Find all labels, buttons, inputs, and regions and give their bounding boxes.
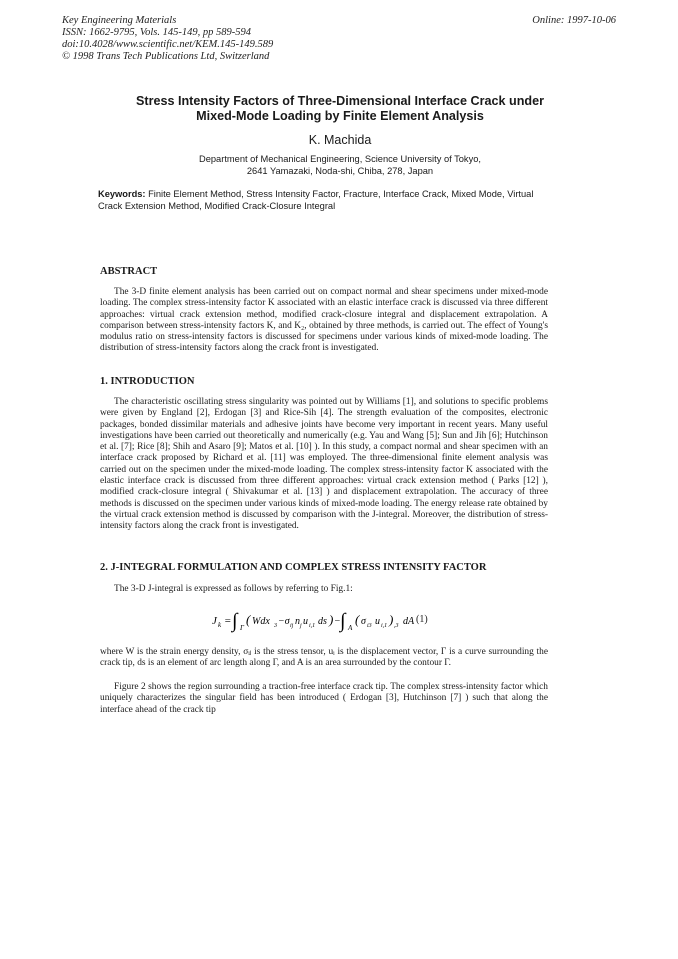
svg-text:∫: ∫ [340,610,346,632]
svg-text:(: ( [355,612,360,627]
intro-paragraph [100,397,548,533]
figure2-paragraph [100,682,548,716]
abstract-paragraph [100,287,548,355]
svg-text:(: ( [246,612,251,627]
author-name: K. Machida [308,133,372,147]
svg-text:J: J [212,615,217,627]
doi-line: doi:10.4028/www.scientific.net/KEM.145-149.589 [62,39,274,50]
after-equation-text: where W is the strain energy density, σᵢⱼ is the stress tensor, uᵢ is the displacement vector, Γ is a curve surrounding the crack tip, ds is an element of arc length along Γ, and A is an area surrounded by the contour Γ. [100,647,548,669]
svg-text:A: A [348,624,353,632]
title-line-2: Mixed-Mode Loading by Finite Element Analysis [196,109,484,123]
title-line-1: Stress Intensity Factors of Three-Dimensional Interface Crack under [135,94,545,108]
equation-number: (1) [416,614,428,625]
svg-text:Γ: Γ [240,624,244,632]
svg-text:ij: ij [290,623,294,629]
journal-header [62,15,622,63]
section2-intro-text: The 3-D J-integral is expressed as follows by referring to Fig.1: [114,584,353,594]
affiliation [62,153,618,177]
svg-text:ds: ds [318,616,327,627]
svg-text:i3: i3 [367,623,372,629]
issn-line: ISSN: 1662-9795, Vols. 145-149, pp 589-594 [62,27,251,38]
svg-text:dA: dA [403,616,415,627]
svg-text:n: n [295,616,300,627]
svg-text:i,1: i,1 [381,623,388,629]
after-equation-paragraph [100,647,548,670]
paper-title [62,94,618,124]
svg-text:−: − [334,616,341,627]
figure2-text: Figure 2 shows the region surrounding a traction-free interface crack tip. The complex stress-intensity factor which uniquely characterizes the singular field has been introduced ( Erdogan [3], Hutchinson [7] ) such that along the interface ahead of the crack tip [100,682,548,715]
svg-text:): ) [329,612,334,627]
svg-text:i,1: i,1 [309,623,316,629]
section2-heading: 2. J-INTEGRAL FORMULATION AND COMPLEX STRESS INTENSITY FACTOR [100,562,487,573]
svg-text:k: k [218,621,222,629]
svg-text:u: u [375,616,380,627]
keywords-text: Finite Element Method, Stress Intensity Factor, Fracture, Interface Crack, Mixed Mode, Virtual Crack Extension Method, Modified Crack-Closure Integral [98,189,534,211]
abstract-text: The 3-D finite element analysis has been carried out on compact normal and shear specimens under mixed-mode loading. The complex stress-intensity factor K associated with an elastic interface crack is discussed via three different approaches: virtual crack extension method, modified crack-closure integral and displacement extrapolation. A comparison between stress-intensity factors K, and K₂, obtained by three methods, is carried out. The effect of Young's modulus ratio on stress-intensity factors is discussed for specimens under various kinds of mixed-mode loading. The distribution of stress-intensity factors along the crack front is investigated. [100,287,548,354]
svg-text:Wdx: Wdx [252,616,270,627]
svg-text:∫: ∫ [232,610,238,632]
abstract-heading: ABSTRACT [100,266,158,277]
svg-text:−σ: −σ [278,616,290,627]
intro-text: The characteristic oscillating stress singularity was pointed out by Williams [1], and solutions to specific problems were given by England [2], Erdogan [3] and Rice-Sih [4]. The strength evaluation of the composites, electronic packages, bonded dissimilar materials and adhesive joints have become very important in recent years. Many useful investigations have been carried out theoretically and numerically (e.g. Yau and Wang [5]; Sun and Jih [6]; Hutchinson et al. [7]; Rice [8]; Shih and Asaro [9]; Matos et al. [10] ). In this study, a compact normal and shear specimen with an interface crack proposed by Richard et al. [11] was employed. The three-dimensional finite element analysis was carried out on the specimen under the mixed-mode loading. The complex stress-intensity factor K associated with the elastic interface crack is discussed from three different approaches: virtual crack extension method ( Parks [12] ), modified crack-closure integral ( Shivakumar et al. [13] ) and displacement extrapolation. The accuracy of three methods is discussed on the specimen under various kinds of mixed-mode loading. The energy release rate obtained by the virtual crack extension method is discussed by comparison with the J-integral. Moreover, the distribution of stress-intensity factors along the crack front is investigated. [100,397,548,532]
online-date: Online: 1997-10-06 [532,15,616,26]
keywords [98,188,558,212]
svg-text:u: u [303,616,308,627]
intro-heading: 1. INTRODUCTION [100,376,195,387]
j-integral-equation [210,608,470,634]
svg-text:σ: σ [361,616,366,627]
affiliation-line-2: 2641 Yamazaki, Noda-shi, Chiba, 278, Japan [246,166,434,176]
journal-name: Key Engineering Materials [62,15,177,26]
svg-text:j: j [300,623,302,629]
section2-intro-paragraph [100,584,548,595]
svg-text:=: = [224,615,232,627]
copyright-line: © 1998 Trans Tech Publications Ltd, Switzerland [62,51,270,62]
svg-text:3: 3 [274,623,277,629]
keywords-label: Keywords: [98,189,146,199]
svg-text:,3: ,3 [394,623,399,629]
affiliation-line-1: Department of Mechanical Engineering, Science University of Tokyo, [199,154,481,164]
svg-text:): ) [389,612,394,627]
